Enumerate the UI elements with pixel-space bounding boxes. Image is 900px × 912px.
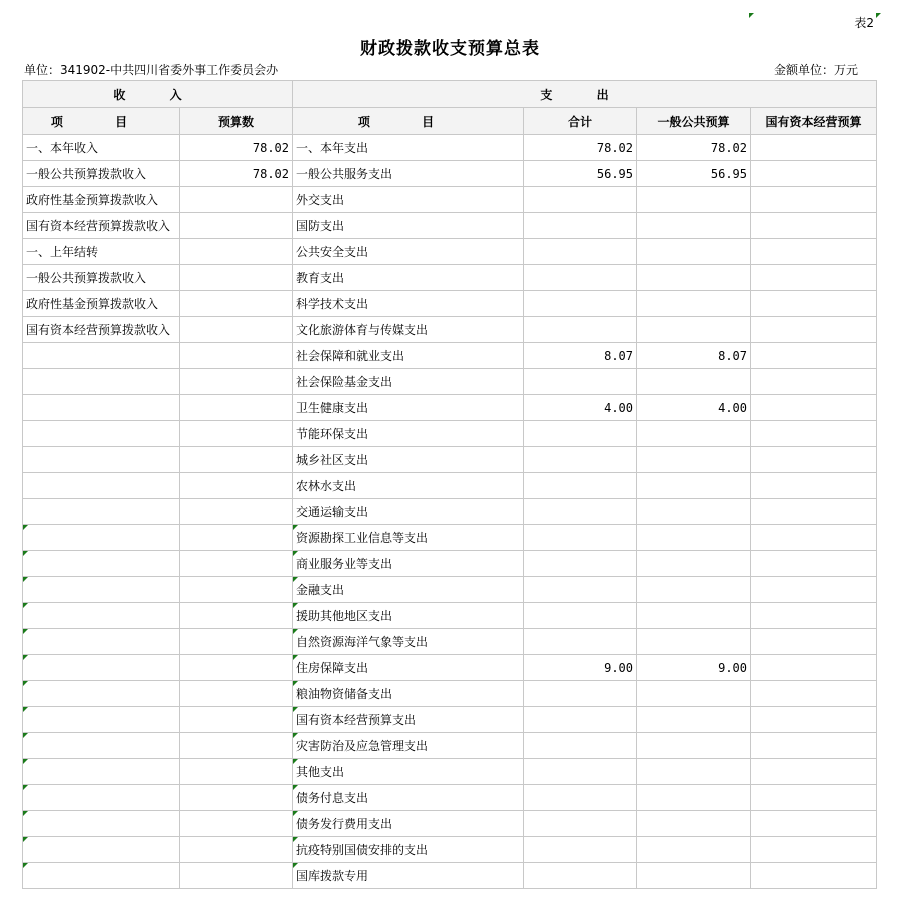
table-row xyxy=(23,473,877,499)
expense-cell: 一、本年支出 xyxy=(293,135,524,161)
table-row xyxy=(23,213,877,239)
state-cell xyxy=(751,447,877,473)
expense-cell: 文化旅游体育与传媒支出 xyxy=(293,317,524,343)
total-cell: 4.00 xyxy=(524,395,637,421)
state-cell xyxy=(751,577,877,603)
total-cell: 9.00 xyxy=(524,655,637,681)
cell-marker xyxy=(23,525,28,530)
state-capital-header: 国有资本经营预算 xyxy=(751,108,877,135)
table-row xyxy=(23,317,877,343)
state-cell xyxy=(751,681,877,707)
cell-marker xyxy=(293,785,298,790)
state-cell xyxy=(751,265,877,291)
general-cell: 4.00 xyxy=(637,395,751,421)
expense-item-header: 项 目 xyxy=(293,108,524,135)
income-cell xyxy=(23,499,180,525)
expense-cell: 一般公共服务支出 xyxy=(293,161,524,187)
income-cell xyxy=(23,629,180,655)
income-cell: 一、本年收入 xyxy=(23,135,180,161)
cell-marker xyxy=(293,525,298,530)
expense-cell: 教育支出 xyxy=(293,265,524,291)
table-row xyxy=(23,161,877,187)
general-cell xyxy=(637,213,751,239)
expense-cell: 援助其他地区支出 xyxy=(293,603,524,629)
table-row xyxy=(23,707,877,733)
state-cell xyxy=(751,603,877,629)
cell-marker xyxy=(293,603,298,608)
expense-cell: 抗疫特别国债安排的支出 xyxy=(293,837,524,863)
total-cell xyxy=(524,811,637,837)
total-cell xyxy=(524,239,637,265)
state-cell xyxy=(751,733,877,759)
state-cell xyxy=(751,135,877,161)
cell-marker xyxy=(293,837,298,842)
general-cell: 56.95 xyxy=(637,161,751,187)
total-cell: 56.95 xyxy=(524,161,637,187)
expense-header: 支 出 xyxy=(293,81,877,108)
general-cell xyxy=(637,265,751,291)
budget-cell xyxy=(180,525,293,551)
table-row xyxy=(23,551,877,577)
income-cell xyxy=(23,603,180,629)
budget-cell xyxy=(180,551,293,577)
income-cell xyxy=(23,837,180,863)
expense-cell: 节能环保支出 xyxy=(293,421,524,447)
general-cell xyxy=(637,863,751,889)
budget-cell xyxy=(180,213,293,239)
cell-marker xyxy=(293,655,298,660)
income-cell xyxy=(23,733,180,759)
income-cell xyxy=(23,395,180,421)
state-cell xyxy=(751,213,877,239)
state-cell xyxy=(751,317,877,343)
state-cell xyxy=(751,525,877,551)
total-cell xyxy=(524,317,637,343)
total-cell xyxy=(524,707,637,733)
general-cell xyxy=(637,369,751,395)
income-cell: 政府性基金预算拨款收入 xyxy=(23,187,180,213)
cell-marker xyxy=(749,13,754,18)
expense-cell: 社会保险基金支出 xyxy=(293,369,524,395)
income-cell xyxy=(23,343,180,369)
budget-cell xyxy=(180,733,293,759)
income-cell: 国有资本经营预算拨款收入 xyxy=(23,213,180,239)
table-row xyxy=(23,421,877,447)
budget-amount-header: 预算数 xyxy=(180,108,293,135)
general-cell xyxy=(637,473,751,499)
table-row xyxy=(23,681,877,707)
general-cell xyxy=(637,525,751,551)
cell-marker xyxy=(293,811,298,816)
total-cell xyxy=(524,473,637,499)
income-cell xyxy=(23,655,180,681)
income-cell xyxy=(23,863,180,889)
state-cell xyxy=(751,421,877,447)
total-cell xyxy=(524,577,637,603)
table-row xyxy=(23,499,877,525)
state-cell xyxy=(751,395,877,421)
budget-cell xyxy=(180,785,293,811)
general-cell xyxy=(637,577,751,603)
expense-cell: 其他支出 xyxy=(293,759,524,785)
budget-cell xyxy=(180,681,293,707)
table-row xyxy=(23,187,877,213)
unit-label: 单位：341902-中共四川省委外事工作委员会办 xyxy=(24,63,279,77)
total-cell xyxy=(524,499,637,525)
general-cell xyxy=(637,681,751,707)
income-cell xyxy=(23,811,180,837)
cell-marker xyxy=(293,707,298,712)
total-cell xyxy=(524,785,637,811)
expense-cell: 灾害防治及应急管理支出 xyxy=(293,733,524,759)
general-cell: 9.00 xyxy=(637,655,751,681)
general-cell xyxy=(637,759,751,785)
budget-cell xyxy=(180,447,293,473)
budget-cell xyxy=(180,343,293,369)
table-row xyxy=(23,135,877,161)
table-row xyxy=(23,239,877,265)
general-cell xyxy=(637,291,751,317)
state-cell xyxy=(751,655,877,681)
budget-cell xyxy=(180,655,293,681)
general-cell xyxy=(637,733,751,759)
state-cell xyxy=(751,863,877,889)
header-row-columns xyxy=(23,108,877,135)
income-cell xyxy=(23,577,180,603)
expense-cell: 债务付息支出 xyxy=(293,785,524,811)
cell-marker xyxy=(23,577,28,582)
income-cell xyxy=(23,447,180,473)
table-row xyxy=(23,785,877,811)
general-cell xyxy=(637,811,751,837)
general-cell xyxy=(637,317,751,343)
budget-cell xyxy=(180,863,293,889)
expense-cell: 外交支出 xyxy=(293,187,524,213)
expense-cell: 交通运输支出 xyxy=(293,499,524,525)
general-cell xyxy=(637,551,751,577)
expense-cell: 住房保障支出 xyxy=(293,655,524,681)
income-cell xyxy=(23,759,180,785)
table-row xyxy=(23,369,877,395)
cell-marker xyxy=(293,863,298,868)
table-row xyxy=(23,291,877,317)
total-cell xyxy=(524,733,637,759)
table-number: 表2 xyxy=(854,16,874,30)
expense-cell: 国库拨款专用 xyxy=(293,863,524,889)
state-cell xyxy=(751,629,877,655)
total-header: 合计 xyxy=(524,108,637,135)
budget-cell xyxy=(180,421,293,447)
total-cell xyxy=(524,603,637,629)
income-cell xyxy=(23,525,180,551)
income-cell xyxy=(23,681,180,707)
income-cell: 国有资本经营预算拨款收入 xyxy=(23,317,180,343)
expense-cell: 公共安全支出 xyxy=(293,239,524,265)
cell-marker xyxy=(293,551,298,556)
income-cell: 一般公共预算拨款收入 xyxy=(23,161,180,187)
general-cell xyxy=(637,447,751,473)
state-cell xyxy=(751,291,877,317)
income-cell xyxy=(23,551,180,577)
expense-cell: 国防支出 xyxy=(293,213,524,239)
state-cell xyxy=(751,239,877,265)
total-cell: 78.02 xyxy=(524,135,637,161)
budget-cell xyxy=(180,187,293,213)
budget-cell: 78.02 xyxy=(180,161,293,187)
cell-marker xyxy=(23,629,28,634)
budget-cell xyxy=(180,291,293,317)
cell-marker xyxy=(293,577,298,582)
expense-cell: 城乡社区支出 xyxy=(293,447,524,473)
total-cell xyxy=(524,265,637,291)
page-title: 财政拨款收支预算总表 xyxy=(360,39,540,59)
table-row xyxy=(23,863,877,889)
total-cell xyxy=(524,837,637,863)
table-row xyxy=(23,395,877,421)
cell-marker xyxy=(23,811,28,816)
income-cell xyxy=(23,421,180,447)
table-row xyxy=(23,629,877,655)
state-cell xyxy=(751,187,877,213)
income-cell xyxy=(23,473,180,499)
table-row xyxy=(23,525,877,551)
cell-marker xyxy=(23,837,28,842)
state-cell xyxy=(751,343,877,369)
expense-cell: 农林水支出 xyxy=(293,473,524,499)
expense-cell: 社会保障和就业支出 xyxy=(293,343,524,369)
state-cell xyxy=(751,707,877,733)
budget-cell xyxy=(180,837,293,863)
budget-cell xyxy=(180,629,293,655)
budget-cell xyxy=(180,811,293,837)
total-cell xyxy=(524,681,637,707)
expense-cell: 商业服务业等支出 xyxy=(293,551,524,577)
income-item-header: 项 目 xyxy=(23,108,180,135)
total-cell xyxy=(524,291,637,317)
cell-marker xyxy=(23,863,28,868)
state-cell xyxy=(751,837,877,863)
table-row xyxy=(23,759,877,785)
budget-cell xyxy=(180,707,293,733)
state-cell xyxy=(751,811,877,837)
total-cell xyxy=(524,187,637,213)
general-cell: 78.02 xyxy=(637,135,751,161)
budget-cell xyxy=(180,239,293,265)
table-row xyxy=(23,811,877,837)
state-cell xyxy=(751,785,877,811)
general-cell xyxy=(637,629,751,655)
header-row-group xyxy=(23,81,877,108)
cell-marker xyxy=(293,629,298,634)
table-row xyxy=(23,577,877,603)
table-row xyxy=(23,603,877,629)
total-cell xyxy=(524,213,637,239)
cell-marker xyxy=(23,551,28,556)
expense-cell: 粮油物资储备支出 xyxy=(293,681,524,707)
expense-cell: 金融支出 xyxy=(293,577,524,603)
expense-cell: 自然资源海洋气象等支出 xyxy=(293,629,524,655)
expense-cell: 国有资本经营预算支出 xyxy=(293,707,524,733)
total-cell xyxy=(524,447,637,473)
cell-marker xyxy=(23,733,28,738)
expense-cell: 卫生健康支出 xyxy=(293,395,524,421)
state-cell xyxy=(751,473,877,499)
budget-table xyxy=(22,80,877,889)
general-cell xyxy=(637,421,751,447)
general-cell xyxy=(637,785,751,811)
general-cell: 8.07 xyxy=(637,343,751,369)
general-cell xyxy=(637,707,751,733)
cell-marker xyxy=(23,681,28,686)
income-cell: 政府性基金预算拨款收入 xyxy=(23,291,180,317)
budget-cell xyxy=(180,395,293,421)
cell-marker xyxy=(293,733,298,738)
budget-cell xyxy=(180,499,293,525)
state-cell xyxy=(751,161,877,187)
income-cell: 一、上年结转 xyxy=(23,239,180,265)
income-header: 收 入 xyxy=(23,81,293,108)
expense-cell: 债务发行费用支出 xyxy=(293,811,524,837)
total-cell xyxy=(524,759,637,785)
total-cell xyxy=(524,525,637,551)
budget-cell xyxy=(180,577,293,603)
cell-marker xyxy=(293,681,298,686)
total-cell xyxy=(524,551,637,577)
cell-marker xyxy=(23,707,28,712)
table-row xyxy=(23,837,877,863)
cell-marker xyxy=(23,785,28,790)
budget-cell xyxy=(180,265,293,291)
cell-marker xyxy=(23,603,28,608)
cell-marker xyxy=(876,13,881,18)
general-cell xyxy=(637,239,751,265)
table-row xyxy=(23,265,877,291)
total-cell: 8.07 xyxy=(524,343,637,369)
budget-cell: 78.02 xyxy=(180,135,293,161)
total-cell xyxy=(524,421,637,447)
table-row xyxy=(23,733,877,759)
table-row xyxy=(23,343,877,369)
budget-cell xyxy=(180,759,293,785)
amount-unit-label: 金额单位：万元 xyxy=(773,63,858,77)
total-cell xyxy=(524,863,637,889)
cell-marker xyxy=(23,655,28,660)
budget-cell xyxy=(180,603,293,629)
cell-marker xyxy=(23,759,28,764)
state-cell xyxy=(751,551,877,577)
state-cell xyxy=(751,369,877,395)
expense-cell: 科学技术支出 xyxy=(293,291,524,317)
budget-cell xyxy=(180,473,293,499)
state-cell xyxy=(751,499,877,525)
total-cell xyxy=(524,369,637,395)
state-cell xyxy=(751,759,877,785)
general-cell xyxy=(637,499,751,525)
income-cell: 一般公共预算拨款收入 xyxy=(23,265,180,291)
budget-cell xyxy=(180,369,293,395)
general-cell xyxy=(637,603,751,629)
income-cell xyxy=(23,707,180,733)
table-row xyxy=(23,655,877,681)
cell-marker xyxy=(293,759,298,764)
general-budget-header: 一般公共预算 xyxy=(637,108,751,135)
expense-cell: 资源勘探工业信息等支出 xyxy=(293,525,524,551)
budget-cell xyxy=(180,317,293,343)
general-cell xyxy=(637,837,751,863)
table-row xyxy=(23,447,877,473)
general-cell xyxy=(637,187,751,213)
income-cell xyxy=(23,785,180,811)
income-cell xyxy=(23,369,180,395)
total-cell xyxy=(524,629,637,655)
